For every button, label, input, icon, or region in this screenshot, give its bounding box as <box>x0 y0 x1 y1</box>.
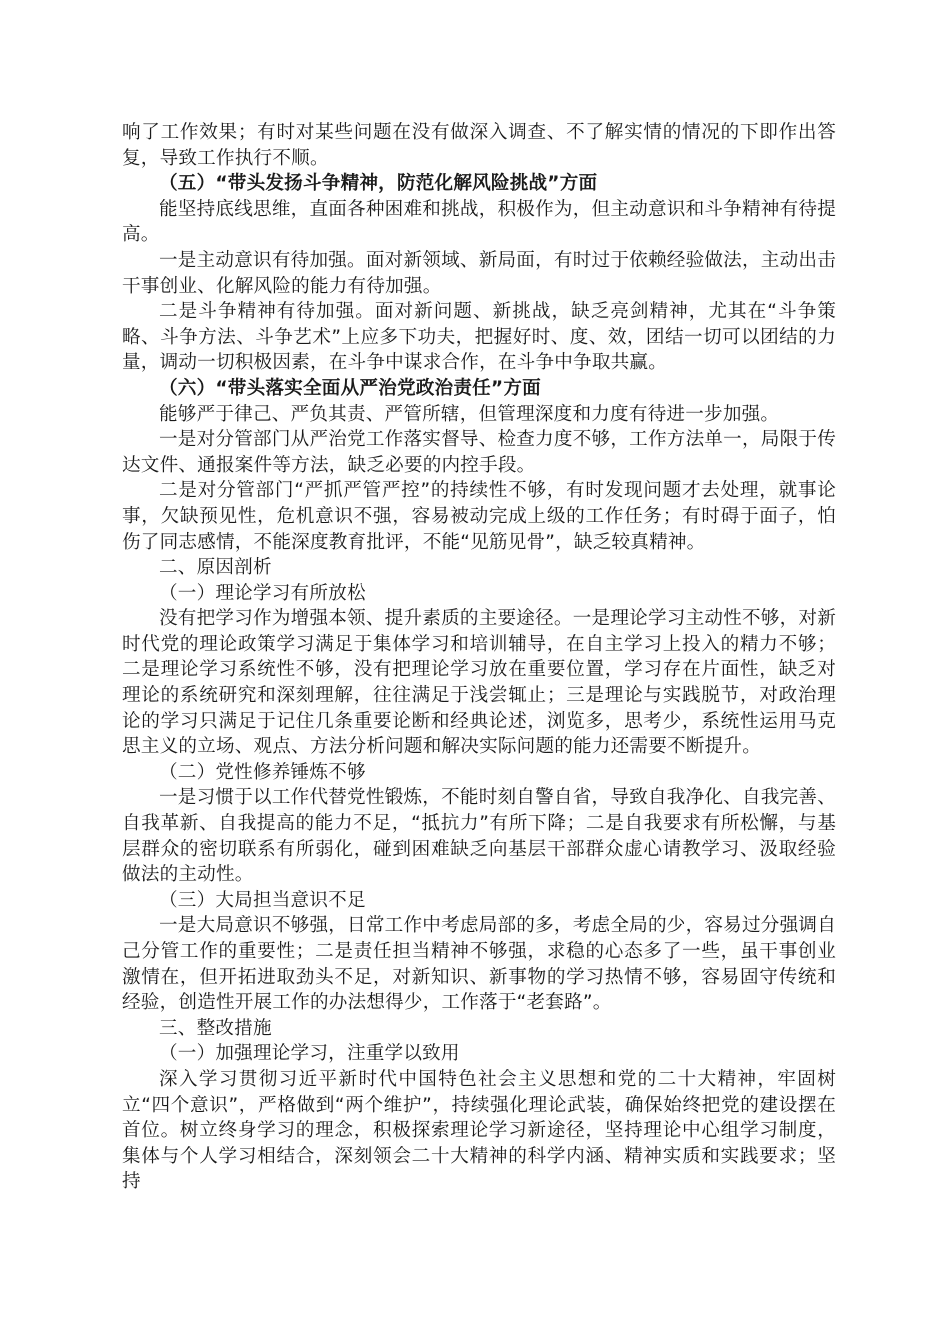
paragraph: 没有把学习作为增强本领、提升素质的主要途径。一是理论学习主动性不够，对新时代党的理论政策学习满足于集体学习和培训辅导，在自主学习上投入的精力不够；二是理论学习系统性不够，没有把理论学习放在重要位置，学习存在片面性，缺乏对理论的系统研究和深刻理解，往往满足于浅尝辄止；三是理论与实践脱节，对政治理论的学习只满足于记住几条重要论断和经典论述，浏览多，思考少，系统性运用马克思主义的立场、观点、方法分析问题和解决实际问题的能力还需要不断提升。 <box>122 608 836 758</box>
subheading-6: （六）“带头落实全面从严治党政治责任”方面 <box>159 377 541 399</box>
paragraph-continuation: 响了工作效果；有时对某些问题在没有做深入调查、不了解实情的情况的下即作出答复，导致工作执行不顺。 <box>122 122 836 169</box>
paragraph: 一是主动意识有待加强。面对新领域、新局面，有时过于依赖经验做法，主动出击干事创业、化解风险的能力有待加强。 <box>122 249 836 297</box>
subheading: （三）大局担当意识不足 <box>159 889 366 911</box>
subheading: （一）理论学习有所放松 <box>159 582 366 604</box>
paragraph: 二是对分管部门“严抓严管严控”的持续性不够，有时发现问题才去处理，就事论事，欠缺预见性，危机意识不强，容易被动完成上级的工作任务；有时碍于面子，怕伤了同志感情，不能深度教育批评，不能“见筋见骨”，缺乏较真精神。 <box>122 480 836 553</box>
paragraph: 一是对分管部门从严治党工作落实督导、检查力度不够，工作方法单一，局限于传达文件、通报案件等方法，缺乏必要的内控手段。 <box>122 429 836 476</box>
document-page <box>122 120 836 1195</box>
paragraph: 一是大局意识不够强，日常工作中考虑局部的多，考虑全局的少，容易过分强调自己分管工作的重要性；二是责任担当精神不够强，求稳的心态多了一些，虽干事创业激情在，但开拓进取劲头不足，对新知识、新事物的学习热情不够，容易固守传统和经验，创造性开展工作的办法想得少，工作落于“老套路”。 <box>122 915 836 1014</box>
subheading-5: （五）“带头发扬斗争精神，防范化解风险挑战”方面 <box>159 173 598 195</box>
paragraph: 深入学习贯彻习近平新时代中国特色社会主义思想和党的二十大精神，牢固树立“四个意识”，严格做到“两个维护”，持续强化理论武装，确保始终把党的建设摆在首位。树立终身学习的理念，积极探索理论学习新途径，坚持理论中心组学习制度，集体与个人学习相结合，深刻领会二十大精神的科学内涵、精神实质和实践要求；坚持 <box>122 1068 836 1193</box>
subheading: （二）党性修养锤炼不够 <box>159 761 366 783</box>
paragraph: 二是斗争精神有待加强。面对新问题、新挑战，缺乏亮剑精神，尤其在“斗争策略、斗争方法、斗争艺术”上应多下功夫，把握好时、度、效，团结一切可以团结的力量，调动一切积极因素，在斗争中谋求合作，在斗争中争取共赢。 <box>122 301 836 374</box>
paragraph: 能坚持底线思维，直面各种困难和挑战，积极作为，但主动意识和斗争精神有待提高。 <box>122 198 836 246</box>
paragraph: 能够严于律己、严负其责、严管所辖，但管理深度和力度有待进一步加强。 <box>159 403 780 425</box>
paragraph: 一是习惯于以工作代替党性锻炼，不能时刻自警自省，导致自我净化、自我完善、自我革新、自我提高的能力不足，“抵抗力”有所下降；二是自我要求有所松懈，与基层群众的密切联系有所弱化，碰到困难缺乏向基层干部群众虚心请教学习、汲取经验做法的主动性。 <box>122 787 836 886</box>
section-heading-3: 三、整改措施 <box>159 1017 272 1039</box>
subheading: （一）加强理论学习，注重学以致用 <box>159 1043 460 1065</box>
section-heading-2: 二、原因剖析 <box>159 557 272 579</box>
